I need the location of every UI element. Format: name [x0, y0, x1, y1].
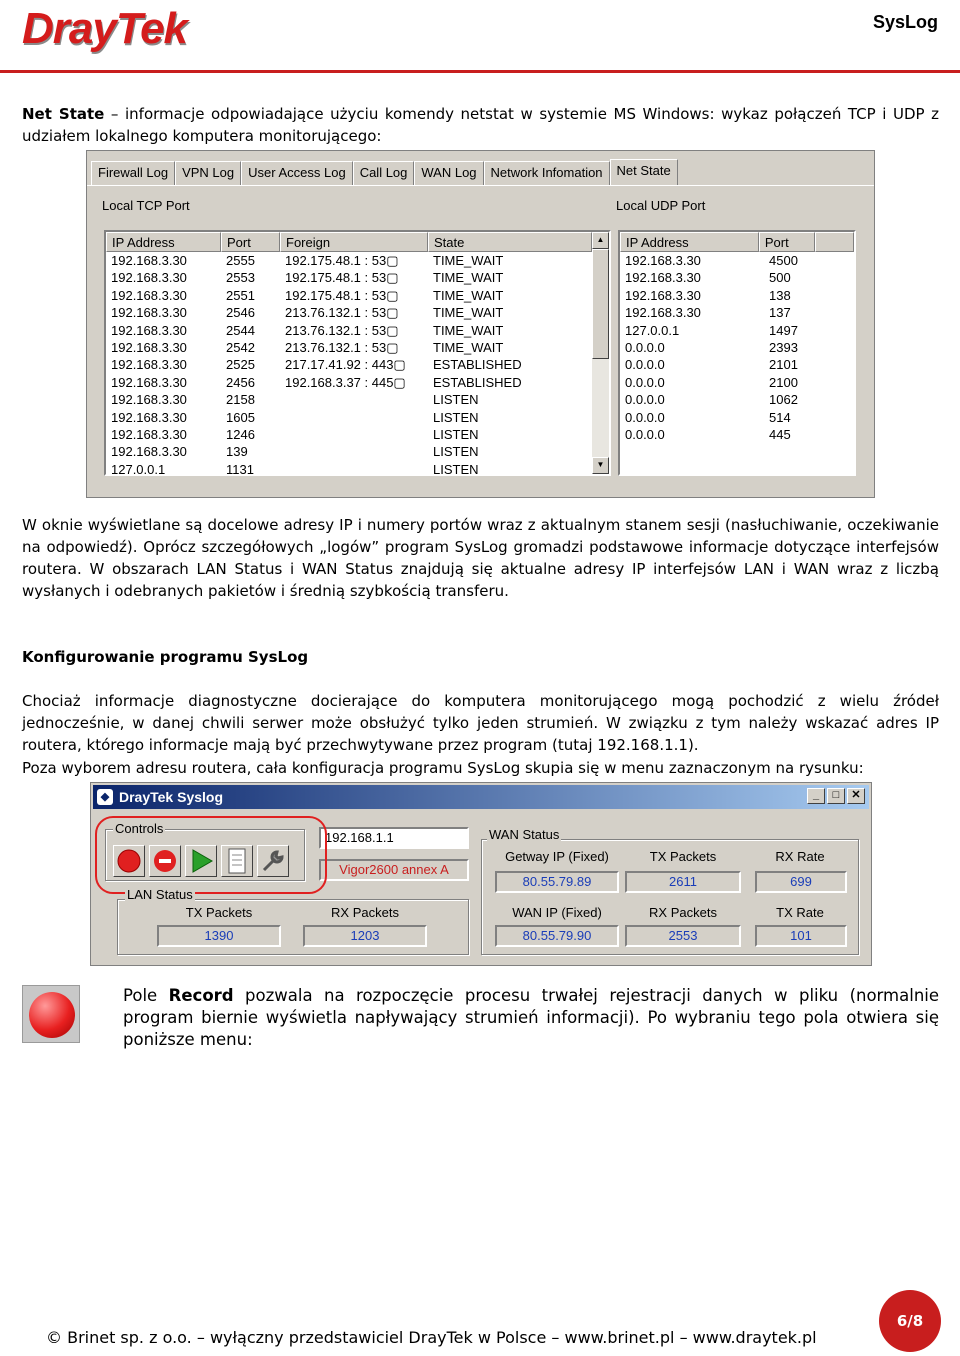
wan-rx-value-2: 101 — [790, 928, 812, 943]
window-controls — [807, 788, 865, 804]
wan-tx-value-2: 2553 — [668, 928, 698, 943]
lan-rx-field — [303, 925, 427, 947]
tcp-col-state[interactable]: State — [428, 232, 592, 252]
tcp-cell-port: 2555 — [226, 253, 255, 268]
tcp-port-label: Local TCP Port — [102, 198, 190, 213]
page-number-badge: 6/8 — [879, 1290, 941, 1352]
udp-cell-ip: 0.0.0.0 — [625, 426, 665, 442]
udp-cell-ip: 192.168.3.30 — [625, 305, 701, 321]
udp-cell-ip: 0.0.0.0 — [625, 409, 665, 425]
udp-cell-port: 137 — [769, 305, 791, 321]
header-rule — [0, 70, 960, 73]
wan-rx-field-1 — [755, 871, 847, 893]
tcp-cell-port: 2542 — [226, 339, 255, 355]
tcp-cell-foreign: 213.76.132.1 : 53▢ — [285, 322, 399, 338]
minimize-icon[interactable]: _ — [807, 788, 825, 804]
udp-cell-ip: 0.0.0.0 — [625, 374, 665, 390]
wan-tx-field-2 — [625, 925, 741, 947]
table-row[interactable] — [106, 409, 609, 426]
table-row[interactable] — [106, 322, 609, 339]
wan-tx-label-1: TX Packets — [649, 849, 717, 864]
wan-ip-label: WAN IP (Fixed) — [512, 905, 602, 920]
record-ball — [29, 992, 75, 1038]
section-heading: Konfigurowanie programu SysLog — [22, 648, 309, 666]
menu-paragraph: Poza wyborem adresu routera, cała konfiguracja programu SysLog skupia się w menu zaznaczonym na rysunku: — [22, 759, 864, 777]
udp-cell-ip: 192.168.3.30 — [625, 270, 701, 286]
tcp-col-ip[interactable]: IP Address — [106, 232, 221, 252]
tcp-scrollbar[interactable] — [592, 232, 609, 474]
udp-cell-port: 2393 — [769, 339, 798, 355]
gateway-field — [495, 871, 619, 893]
udp-col-empty — [815, 232, 854, 252]
udp-cell-ip: 0.0.0.0 — [625, 392, 665, 408]
udp-port-list[interactable] — [618, 230, 856, 476]
lan-rx-value: 1203 — [350, 928, 380, 943]
controls-label: Controls — [115, 821, 164, 836]
wan-rx-label-2: TX Rate — [776, 905, 824, 920]
tcp-cell-state: LISTEN — [433, 392, 479, 408]
syslog-window — [90, 782, 872, 966]
intro-paragraph — [22, 103, 939, 147]
close-icon[interactable]: ✕ — [847, 788, 865, 804]
tcp-cell-state: LISTEN — [433, 461, 479, 476]
udp-cell-ip: 127.0.0.1 — [625, 322, 680, 338]
tcp-cell-foreign — [280, 443, 428, 460]
tcp-rows — [106, 252, 609, 476]
tcp-cell-foreign: 213.76.132.1 : 53▢ — [285, 305, 399, 321]
tcp-cell-foreign: 217.17.41.92 : 443▢ — [285, 357, 406, 373]
udp-cell-port: 445 — [769, 426, 791, 442]
tcp-cell-port: 2158 — [226, 392, 255, 408]
app-icon: ◆ — [97, 789, 113, 805]
udp-cell-port: 514 — [769, 409, 791, 425]
scroll-thumb[interactable] — [592, 249, 609, 359]
tcp-cell-ip: 192.168.3.30 — [111, 392, 187, 408]
tcp-port-list[interactable] — [104, 230, 611, 476]
description-paragraph: W oknie wyświetlane są docelowe adresy IP i numery portów wraz z aktualnym stanem sesji (nasłuchiwanie, oczekiwanie na odpowiedź). Oprócz szczegółowych „logów” program SysLog gromadzi podstawowe informacje dotyczące interfejsów routera. W obszarach LAN Status i WAN Status znajdują się aktualne adresy IP interfejsów LAN i WAN wraz z liczbą wysłanych i odebranych pakietów i średnią szybkością transferu. — [22, 516, 939, 600]
udp-rows — [620, 252, 854, 443]
table-row[interactable] — [106, 356, 609, 373]
tcp-cell-ip: 192.168.3.30 — [111, 287, 187, 303]
tcp-cell-port: 2544 — [226, 322, 255, 338]
udp-col-port[interactable]: Port — [759, 232, 815, 252]
udp-cell-port: 1062 — [769, 392, 798, 408]
table-row[interactable] — [620, 391, 854, 408]
tab-bar — [91, 159, 678, 185]
tcp-cell-foreign: 192.168.3.37 : 445▢ — [285, 374, 406, 390]
tcp-cell-state: ESTABLISHED — [433, 374, 522, 390]
table-row[interactable] — [620, 304, 854, 321]
table-row[interactable] — [106, 252, 609, 269]
tcp-cell-port: 2551 — [226, 287, 255, 303]
record-paragraph — [123, 985, 939, 1051]
tcp-cell-foreign — [280, 409, 428, 426]
udp-cell-ip: 192.168.3.30 — [625, 253, 701, 268]
udp-cell-ip: 0.0.0.0 — [625, 339, 665, 355]
table-row[interactable] — [106, 287, 609, 304]
table-row[interactable] — [106, 374, 609, 391]
udp-col-ip[interactable]: IP Address — [620, 232, 759, 252]
udp-cell-ip: 0.0.0.0 — [625, 357, 665, 373]
gateway-label: Getway IP (Fixed) — [505, 849, 609, 864]
udp-port-label: Local UDP Port — [616, 198, 706, 213]
wan-rx-value-1: 699 — [790, 874, 812, 889]
tcp-cell-foreign: 192.175.48.1 : 53▢ — [285, 270, 399, 286]
router-ip-value: 192.168.1.1 — [325, 830, 394, 845]
table-row[interactable] — [106, 391, 609, 408]
tcp-cell-ip: 192.168.3.30 — [111, 374, 187, 390]
lan-status-label: LAN Status — [127, 887, 193, 902]
maximize-icon[interactable]: □ — [827, 788, 845, 804]
lan-tx-value: 1390 — [204, 928, 234, 943]
router-model-field — [319, 859, 469, 881]
tcp-cell-ip: 192.168.3.30 — [111, 270, 187, 286]
table-row[interactable] — [620, 252, 854, 269]
table-row[interactable] — [106, 426, 609, 443]
wan-tx-label-2: RX Packets — [649, 905, 717, 920]
lan-tx-field — [157, 925, 281, 947]
syslog-titlebar — [93, 785, 869, 809]
tab-call-log[interactable]: Call Log — [353, 161, 415, 185]
tab-vpn-log[interactable]: VPN Log — [175, 161, 241, 185]
tab-wan-log[interactable]: WAN Log — [414, 161, 483, 185]
tcp-cell-port: 2456 — [226, 374, 255, 390]
table-row[interactable] — [106, 443, 609, 460]
udp-cell-ip: 192.168.3.30 — [625, 287, 701, 303]
netstate-window — [86, 150, 875, 498]
tcp-list-header — [106, 232, 609, 252]
tcp-cell-port: 1605 — [226, 409, 255, 425]
tcp-cell-port: 2525 — [226, 357, 255, 373]
footer-text: © Brinet sp. z o.o. – wyłączny przedstawiciel DrayTek w Polsce – www.brinet.pl – www.draytek.pl — [46, 1328, 817, 1347]
header-title: SysLog — [872, 12, 938, 32]
record-text: pozwala na rozpoczęcie procesu trwałej rejestracji danych w pliku (normalnie program biernie wyświetla napływający strumień informacji). Po wybraniu tego pola otwiera się poniższe menu: — [123, 986, 940, 1049]
tcp-cell-foreign: 192.175.48.1 : 53▢ — [285, 287, 399, 303]
table-row[interactable] — [620, 269, 854, 286]
router-model-value: Vigor2600 annex A — [339, 862, 449, 877]
tab-firewall-log[interactable]: Firewall Log — [91, 161, 175, 185]
router-ip-select[interactable] — [319, 827, 469, 849]
scroll-down-icon[interactable]: ▼ — [592, 457, 609, 474]
tcp-cell-foreign — [280, 391, 428, 408]
tcp-cell-ip: 192.168.3.30 — [111, 322, 187, 338]
udp-cell-port: 2101 — [769, 357, 798, 373]
tcp-cell-foreign: 192.175.48.1 : 53▢ — [285, 253, 399, 268]
udp-cell-port: 4500 — [769, 253, 798, 268]
tcp-cell-foreign — [280, 426, 428, 443]
tcp-cell-state: TIME_WAIT — [433, 270, 504, 286]
tab-divider — [87, 185, 874, 186]
tcp-cell-state: ESTABLISHED — [433, 357, 522, 373]
table-row[interactable] — [106, 304, 609, 321]
scroll-up-icon[interactable]: ▲ — [592, 232, 609, 249]
tcp-cell-ip: 192.168.3.30 — [111, 426, 187, 442]
tcp-col-foreign[interactable]: Foreign — [280, 232, 428, 252]
controls-highlight — [95, 816, 327, 894]
table-row[interactable] — [106, 339, 609, 356]
udp-list-header — [620, 232, 854, 252]
tcp-cell-state: TIME_WAIT — [433, 253, 504, 268]
table-row[interactable] — [620, 409, 854, 426]
udp-cell-port: 138 — [769, 287, 791, 303]
table-row[interactable] — [620, 287, 854, 304]
intro-term: Net State — [22, 105, 105, 123]
draytek-logo: DrayTek — [22, 4, 188, 53]
wan-tx-field-1 — [625, 871, 741, 893]
tcp-cell-ip: 127.0.0.1 — [111, 461, 166, 476]
table-row[interactable] — [620, 322, 854, 339]
tcp-cell-state: TIME_WAIT — [433, 287, 504, 303]
wan-ip-field — [495, 925, 619, 947]
lan-tx-label: TX Packets — [185, 905, 253, 920]
tab-net-state[interactable]: Net State — [610, 159, 678, 186]
tcp-cell-state: LISTEN — [433, 409, 479, 425]
udp-cell-port: 1497 — [769, 322, 798, 338]
gateway-value: 80.55.79.89 — [522, 874, 592, 889]
intro-text: – informacje odpowiadające użyciu komendy netstat w systemie MS Windows: wykaz połączeń TCP i UDP z udziałem lokalnego komputera monitorującego: — [22, 105, 939, 145]
tcp-cell-foreign: 213.76.132.1 : 53▢ — [285, 339, 399, 355]
tcp-cell-port: 2546 — [226, 305, 255, 321]
wan-tx-value-1: 2611 — [669, 874, 697, 889]
tcp-cell-ip: 192.168.3.30 — [111, 305, 187, 321]
table-row[interactable] — [620, 426, 854, 443]
tcp-cell-ip: 192.168.3.30 — [111, 409, 187, 425]
udp-cell-port: 2100 — [769, 374, 798, 390]
syslog-title: DrayTek Syslog — [119, 789, 224, 805]
tcp-cell-port: 2553 — [226, 270, 255, 286]
udp-cell-port: 500 — [769, 270, 791, 286]
tcp-cell-foreign — [280, 461, 428, 476]
tcp-cell-state: TIME_WAIT — [433, 305, 504, 321]
tcp-cell-ip: 192.168.3.30 — [111, 253, 187, 268]
tcp-cell-state: LISTEN — [433, 426, 479, 442]
table-row[interactable] — [620, 374, 854, 391]
record-pre: Pole — [123, 986, 169, 1005]
wan-rx-field-2 — [755, 925, 847, 947]
table-row[interactable] — [620, 339, 854, 356]
tcp-cell-state: TIME_WAIT — [433, 339, 504, 355]
tcp-cell-ip: 192.168.3.30 — [111, 444, 187, 460]
table-row[interactable] — [620, 356, 854, 373]
tcp-col-port[interactable]: Port — [221, 232, 280, 252]
tab-network-infomation[interactable]: Network Infomation — [484, 161, 610, 185]
tcp-cell-port: 1131 — [226, 461, 254, 476]
tcp-cell-state: LISTEN — [433, 444, 479, 460]
tcp-cell-port: 1246 — [226, 426, 255, 442]
tcp-cell-ip: 192.168.3.30 — [111, 339, 187, 355]
tab-user-access-log[interactable]: User Access Log — [241, 161, 353, 185]
table-row[interactable] — [106, 461, 609, 476]
wan-ip-value: 80.55.79.90 — [522, 928, 592, 943]
table-row[interactable] — [106, 269, 609, 286]
tcp-cell-state: TIME_WAIT — [433, 322, 504, 338]
lan-rx-label: RX Packets — [331, 905, 399, 920]
config-paragraph: Chociaż informacje diagnostyczne docierające do komputera monitorującego mogą pochodzić z wielu źródeł jednocześnie, w danej chwili serwer może obsłużyć tylko jeden strumień. W związku z tym należy wskazać adres IP routera, którego informacje mają być przechwytywane przez program (tutaj 192.168.1.1). — [22, 692, 939, 754]
record-button-icon — [22, 985, 80, 1043]
record-term: Record — [168, 986, 234, 1005]
tcp-cell-port: 139 — [226, 444, 248, 460]
wan-rx-label-1: RX Rate — [775, 849, 825, 864]
wan-status-label: WAN Status — [489, 827, 560, 842]
tcp-cell-ip: 192.168.3.30 — [111, 357, 187, 373]
